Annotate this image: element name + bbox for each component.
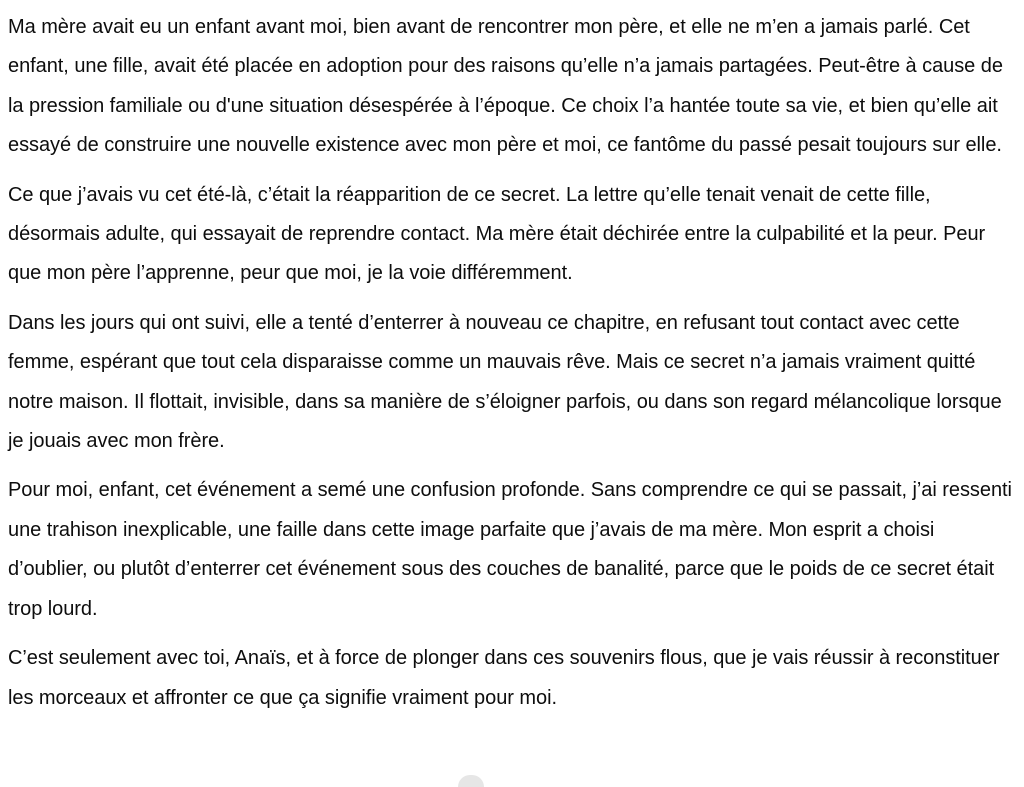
message-body <box>8 8 1016 728</box>
paragraph-4: Pour moi, enfant, cet événement a semé une confusion profonde. Sans comprendre ce qui se passait, j’ai ressenti une trahison inexplicable, une faille dans cette image parfaite que j’avais de ma mère. Mon esprit a choisi d’oublier, ou plutôt d’enterrer cet événement sous des couches de banalité, parce que le poids de ce secret était trop lourd. <box>8 479 1012 620</box>
paragraph-3: Dans les jours qui ont suivi, elle a tenté d’enterrer à nouveau ce chapitre, en refusant tout contact avec cette femme, espérant que tout cela disparaisse comme un mauvais rêve. Mais ce secret n’a jamais vraiment quitté notre maison. Il flottait, invisible, dans sa manière de s’éloigner parfois, ou dans son regard mélancolique lorsque je jouais avec mon frère. <box>8 311 1002 453</box>
paragraph-5: C’est seulement avec toi, Anaïs, et à force de plonger dans ces souvenirs flous, que je vais réussir à reconstituer les morceaux et affronter ce que ça signifie vraiment pour moi. <box>8 647 1000 709</box>
paragraph-2: Ce que j’avais vu cet été-là, c’était la réapparition de ce secret. La lettre qu’elle tenait venait de cette fille, désormais adulte, qui essayait de reprendre contact. Ma mère était déchirée entre la culpabilité et la peur. Peur que mon père l’apprenne, peur que moi, je la voie différemment. <box>8 183 986 285</box>
paragraph-1: Ma mère avait eu un enfant avant moi, bien avant de rencontrer mon père, et elle ne m’en a jamais parlé. Cet enfant, une fille, avait été placée en adoption pour des raisons qu’elle n’a jamais partagées. Peut-être à cause de la pression familiale ou d'une situation désespérée à l’époque. Ce choix l’a hantée toute sa vie, et bien qu’elle ait essayé de construire une nouvelle existence avec mon père et moi, ce fantôme du passé pesait toujours sur elle. <box>8 16 1003 157</box>
scroll-down-indicator[interactable] <box>458 775 484 787</box>
